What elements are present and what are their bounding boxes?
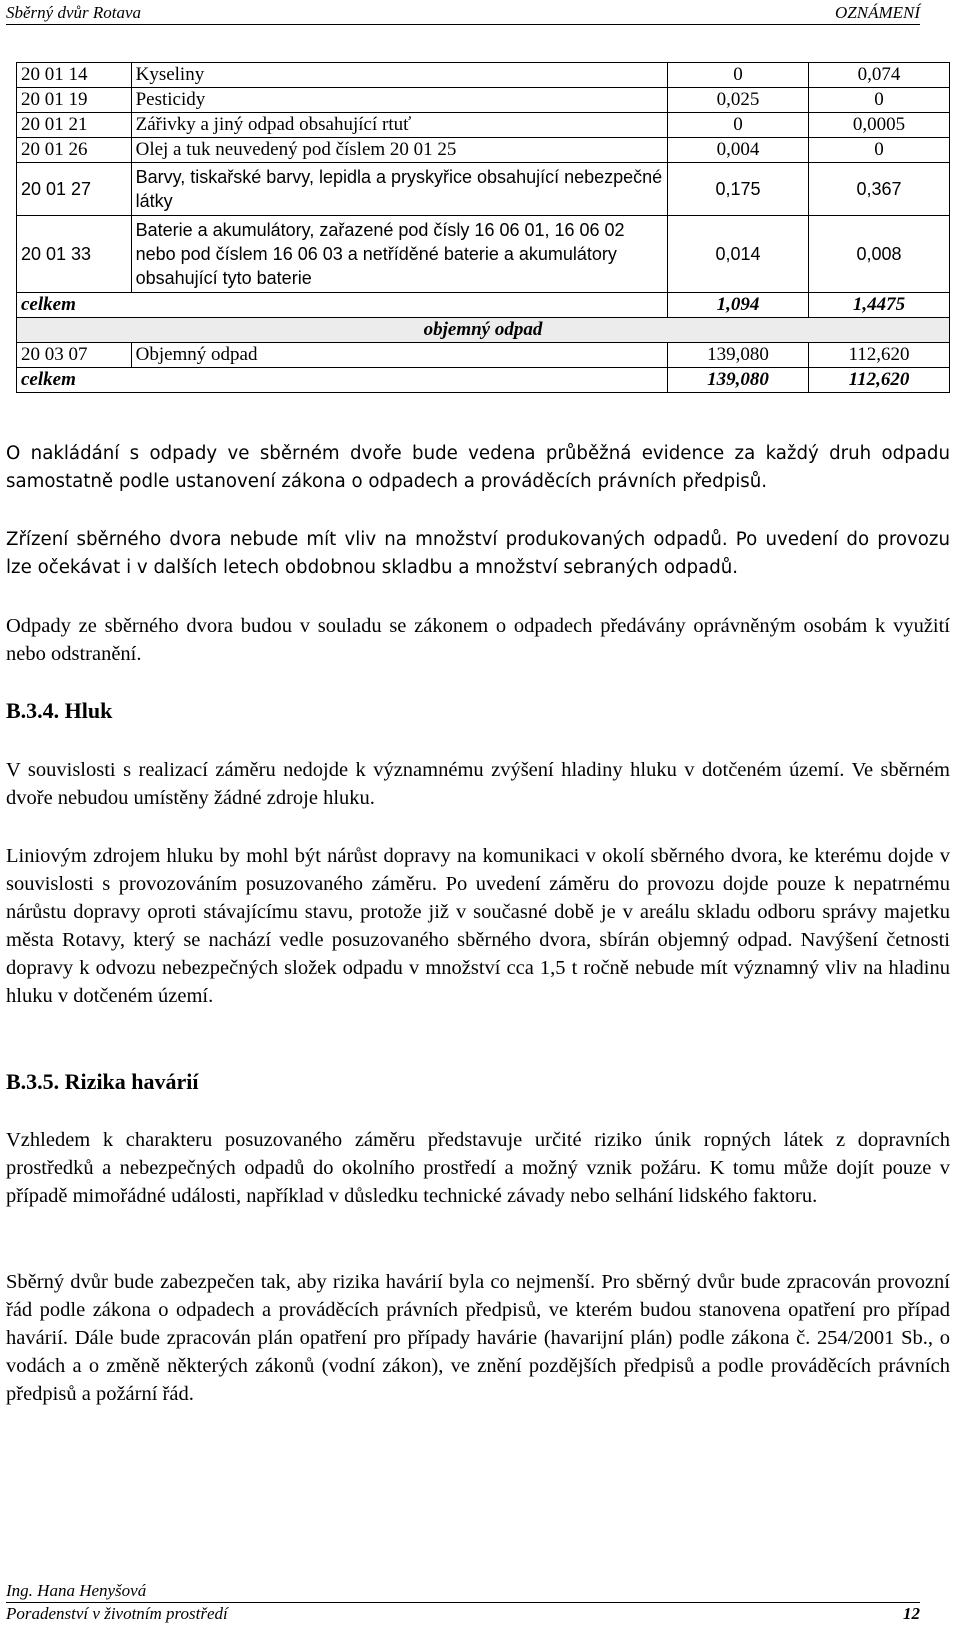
total-value-1: 1,094 bbox=[668, 293, 809, 318]
paragraph-establishment: Zřízení sběrného dvora nebude mít vliv na množství produkovaných odpadů. Po uvedení do provozu lze očekávat i v dalších letech obdobnou skladbu a množství sebraných odpadů. bbox=[6, 529, 950, 578]
total-value-1: 139,080 bbox=[668, 368, 809, 393]
total-value-2: 1,4475 bbox=[809, 293, 950, 318]
table-total-row bbox=[17, 368, 950, 393]
waste-value-1: 139,080 bbox=[668, 343, 809, 368]
waste-code: 20 01 27 bbox=[17, 163, 132, 216]
paragraph-accidents-1: Vzhledem k charakteru posuzovaného záměru představuje určité riziko únik ropných látek z dopravních prostředků a nebezpečných odpadů do okolního prostředí a možný vznik požáru. K tomu může dojít pouze v případě mimořádné události, například v důsledku technické závady nebo selhání lidského faktoru. bbox=[6, 1129, 950, 1207]
table-row bbox=[17, 113, 950, 138]
waste-name: Objemný odpad bbox=[131, 343, 667, 368]
paragraph-accidents-2: Sběrný dvůr bude zabezpečen tak, aby rizika havárií byla co nejmenší. Pro sběrný dvůr bude zpracován provozní řád podle zákona o odpadech a prováděcích právních předpisů, ve kterém budou stanovena opatření pro případ havárií. Dále bude zpracován plán opatření pro případy havárie (havarijní plán) podle zákona č. 254/2001 Sb., o vodách a o změně některých zákonů (vodní zákon), ve znění pozdějších předpisů a podle prováděcích právních předpisů a požární řád. bbox=[6, 1271, 950, 1405]
waste-code: 20 03 07 bbox=[17, 343, 132, 368]
paragraph-noise-1: V souvislosti s realizací záměru nedojde k významnému zvýšení hladiny hluku v dotčeném území. Ve sběrném dvoře nebudou umístěny žádné zdroje hluku. bbox=[6, 759, 950, 809]
waste-name: Zářivky a jiný odpad obsahující rtuť bbox=[131, 113, 667, 138]
waste-code: 20 01 21 bbox=[17, 113, 132, 138]
footer-author: Ing. Hana Henyšová bbox=[6, 1581, 147, 1600]
waste-name: Pesticidy bbox=[131, 88, 667, 113]
total-label: celkem bbox=[17, 368, 668, 393]
waste-value-2: 0,008 bbox=[809, 216, 950, 293]
waste-value-2: 0,0005 bbox=[809, 113, 950, 138]
paragraph-noise-2: Liniovým zdrojem hluku by mohl být nárůst dopravy na komunikaci v okolí sběrného dvora, ke kterému dojde v souvislosti s provozováním posuzovaného záměru. Po uvedení záměru do provozu dojde pouze k nepatrnému nárůstu dopravy oproti stávajícímu stavu, protože již v současné době je v areálu skladu odboru správy majetku města Rotavy, který se nachází vedle posuzovaného sběrného dvora, sbírán objemný odpad. Navýšení četnosti dopravy k odvozu nebezpečných složek odpadu v množství cca 1,5 t ročně nebude mít významný vliv na hladinu hluku v dotčeném území. bbox=[6, 845, 950, 1007]
waste-value-1: 0,004 bbox=[668, 138, 809, 163]
header-doc-type: OZNÁMENÍ bbox=[835, 3, 920, 22]
table-row bbox=[17, 163, 950, 216]
section-title: objemný odpad bbox=[17, 318, 950, 343]
waste-table bbox=[16, 62, 950, 393]
table-total-row bbox=[17, 293, 950, 318]
heading-noise: B.3.4. Hluk bbox=[6, 698, 113, 723]
waste-value-1: 0,025 bbox=[668, 88, 809, 113]
waste-name: Baterie a akumulátory, zařazené pod čísly 16 06 01, 16 06 02 nebo pod číslem 16 06 03 a netříděné baterie a akumulátory obsahující tyto baterie bbox=[131, 216, 667, 293]
waste-name: Olej a tuk neuvedený pod číslem 20 01 25 bbox=[131, 138, 667, 163]
total-label: celkem bbox=[17, 293, 668, 318]
total-value-2: 112,620 bbox=[809, 368, 950, 393]
waste-code: 20 01 26 bbox=[17, 138, 132, 163]
waste-value-1: 0,175 bbox=[668, 163, 809, 216]
footer-company-line bbox=[6, 1602, 920, 1625]
table-row bbox=[17, 88, 950, 113]
table-row bbox=[17, 63, 950, 88]
waste-value-2: 0 bbox=[809, 138, 950, 163]
waste-code: 20 01 33 bbox=[17, 216, 132, 293]
header-title: Sběrný dvůr Rotava bbox=[6, 3, 142, 22]
table-row bbox=[17, 138, 950, 163]
waste-value-2: 112,620 bbox=[809, 343, 950, 368]
table-row bbox=[17, 343, 950, 368]
waste-value-1: 0 bbox=[668, 63, 809, 88]
waste-value-2: 0,074 bbox=[809, 63, 950, 88]
waste-code: 20 01 14 bbox=[17, 63, 132, 88]
waste-value-1: 0,014 bbox=[668, 216, 809, 293]
paragraph-records: O nakládání s odpady ve sběrném dvoře bude vedena průběžná evidence za každý druh odpadu samostatně podle ustanovení zákona o odpadech a prováděcích právních předpisů. bbox=[6, 443, 950, 492]
page-header bbox=[6, 2, 920, 25]
paragraph-handover: Odpady ze sběrného dvora budou v souladu se zákonem o odpadech předávány oprávněným osobám k využití nebo odstranění. bbox=[6, 615, 950, 665]
waste-name: Barvy, tiskařské barvy, lepidla a pryskyřice obsahující nebezpečné látky bbox=[131, 163, 667, 216]
page-footer bbox=[6, 1580, 920, 1625]
waste-value-1: 0 bbox=[668, 113, 809, 138]
heading-accidents: B.3.5. Rizika havárií bbox=[6, 1069, 199, 1094]
waste-code: 20 01 19 bbox=[17, 88, 132, 113]
table-row bbox=[17, 216, 950, 293]
waste-value-2: 0 bbox=[809, 88, 950, 113]
page-number: 12 bbox=[903, 1604, 920, 1623]
table-section-row bbox=[17, 318, 950, 343]
waste-name: Kyseliny bbox=[131, 63, 667, 88]
waste-value-2: 0,367 bbox=[809, 163, 950, 216]
footer-company: Poradenství v životním prostředí bbox=[6, 1604, 228, 1623]
